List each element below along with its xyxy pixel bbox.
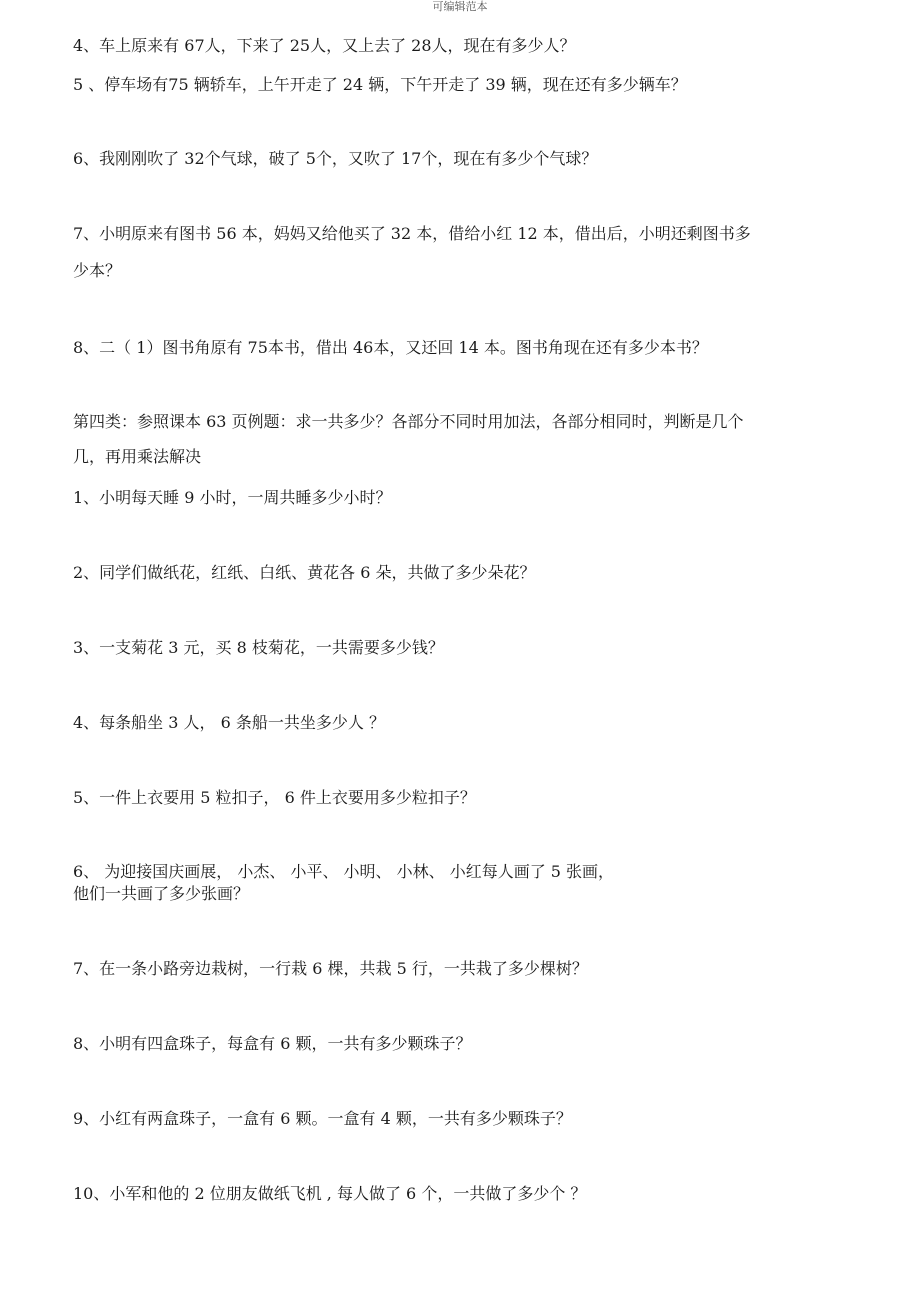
page-header: 可编辑范本 <box>432 0 488 13</box>
s4-problem-4-boats: 4、每条船坐 3 人， 6 条船一共坐多少人 ？ <box>73 713 385 732</box>
s4-problem-7-trees: 7、在一条小路旁边栽树，一行栽 6 棵，共栽 5 行，一共栽了多少棵树？ <box>73 959 588 978</box>
section-4-heading-line2: 几，再用乘法解决 <box>73 447 202 466</box>
s4-problem-2-paper-flowers: 2、同学们做纸花，红纸、白纸、黄花各 6 朵，共做了多少朵花？ <box>73 563 536 582</box>
problem-7-books-line2: 少本？ <box>73 261 122 280</box>
s4-problem-6-paintings-line2: 他们一共画了多少张画？ <box>73 884 250 903</box>
s4-problem-10-paper-planes: 10、小军和他的 2 位朋友做纸飞机 , 每人做了 6 个，一共做了多少个 ？ <box>73 1184 587 1203</box>
s4-problem-3-chrysanthemum: 3、一支菊花 3 元，买 8 枝菊花，一共需要多少钱？ <box>73 638 444 657</box>
s4-problem-9-beads-two-boxes: 9、小红有两盒珠子，一盒有 6 颗。一盒有 4 颗，一共有多少颗珠子？ <box>73 1109 572 1128</box>
problem-7-books-line1: 7、小明原来有图书 56 本，妈妈又给他买了 32 本，借给小红 12 本，借出后，小明还剩图书多 <box>73 224 751 243</box>
s4-problem-1-sleep: 1、小明每天睡 9 小时，一周共睡多少小时？ <box>73 488 392 507</box>
section-4-heading-line1: 第四类：参照课本 63 页例题：求一共多少？各部分不同时用加法，各部分相同时，判断是几个 <box>73 412 744 431</box>
problem-8-book-corner: 8、二（ 1）图书角原有 75本书，借出 46本，又还回 14 本。图书角现在还有多少本书？ <box>73 338 708 357</box>
s4-problem-8-beads-four-boxes: 8、小明有四盒珠子，每盒有 6 颗，一共有多少颗珠子？ <box>73 1034 472 1053</box>
s4-problem-6-paintings-line1: 6、 为迎接国庆画展， 小杰、 小平、 小明、 小林、 小红每人画了 5 张画， <box>73 862 615 881</box>
problem-5-parking: 5 、停车场有75 辆轿车，上午开走了 24 辆，下午开走了 39 辆，现在还有多少辆车？ <box>73 75 687 94</box>
problem-6-balloons: 6、我刚刚吹了 32个气球，破了 5个，又吹了 17个，现在有多少个气球？ <box>73 149 598 168</box>
s4-problem-5-buttons: 5、一件上衣要用 5 粒扣子， 6 件上衣要用多少粒扣子？ <box>73 788 476 807</box>
problem-4-car: 4、车上原来有 67人，下来了 25人，又上去了 28人，现在有多少人？ <box>73 36 576 55</box>
